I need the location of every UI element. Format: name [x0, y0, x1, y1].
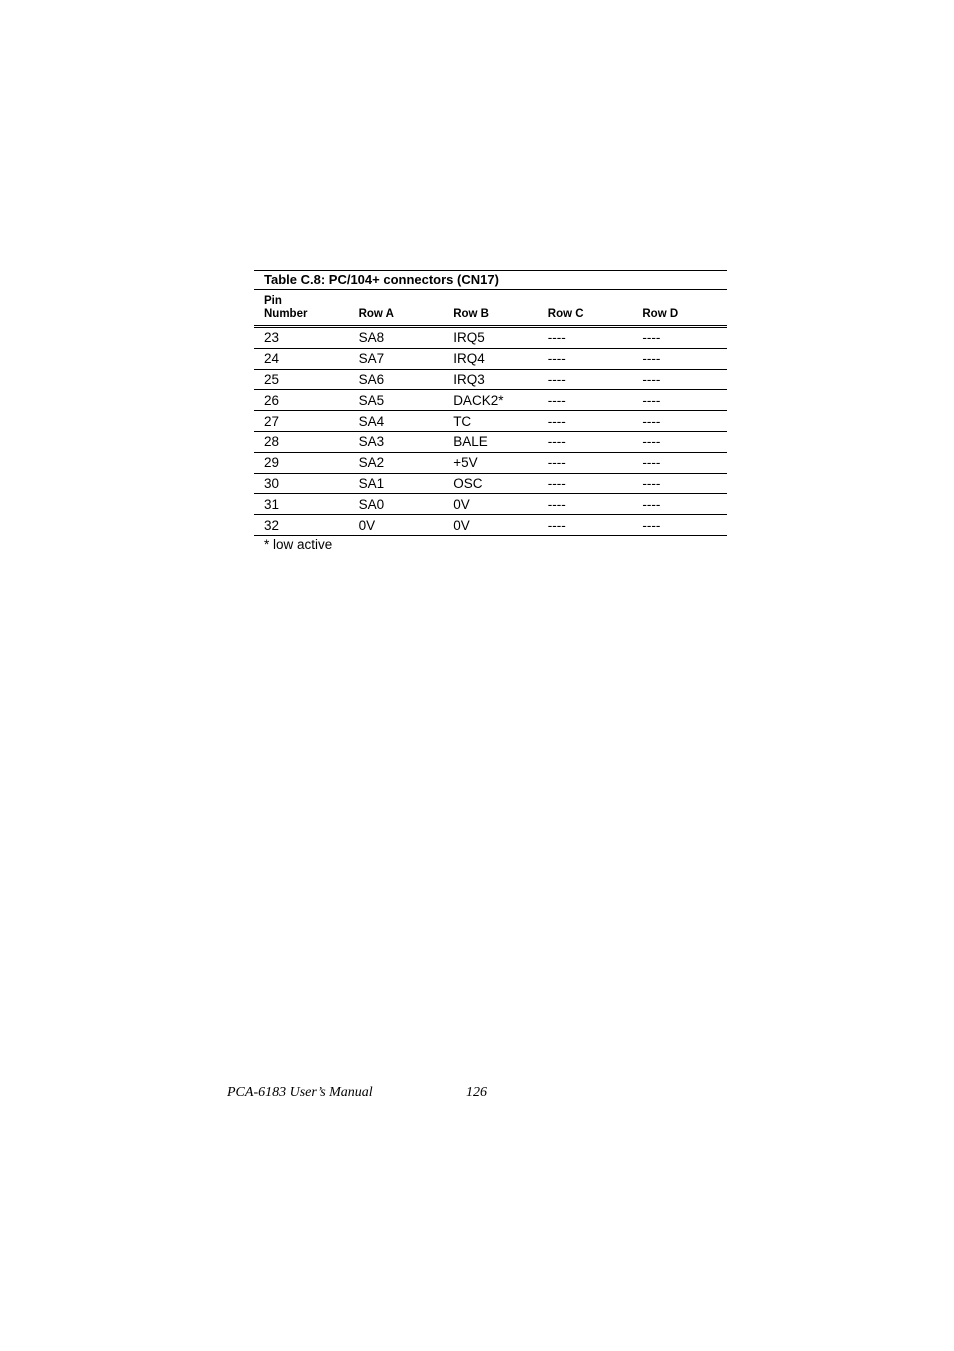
header-pin-line2: Number — [264, 308, 308, 320]
table-row — [254, 328, 727, 349]
table-row — [254, 515, 727, 536]
cell-row-d: ---- — [642, 330, 661, 346]
table-row — [254, 349, 727, 370]
cell-row-d: ---- — [642, 455, 661, 471]
cell-row-b: IRQ4 — [453, 351, 485, 367]
cell-row-b: IRQ5 — [453, 330, 485, 346]
cell-row-b: TC — [453, 413, 472, 429]
cell-row-a: SA6 — [358, 371, 385, 387]
cell-pin-number: 32 — [264, 517, 280, 533]
cell-row-a: SA5 — [358, 392, 385, 408]
cell-row-c: ---- — [547, 517, 566, 533]
table-body — [254, 328, 727, 536]
header-row-c: Row C — [547, 308, 584, 320]
table-row — [254, 494, 727, 515]
manual-title: PCA-6183 User’s Manual — [227, 1085, 373, 1100]
cell-row-d: ---- — [642, 434, 661, 450]
cell-row-c: ---- — [547, 371, 566, 387]
table-caption: Table C.8: PC/104+ connectors (CN17) — [254, 270, 727, 290]
cell-row-c: ---- — [547, 351, 566, 367]
cell-row-c: ---- — [547, 475, 566, 491]
cell-pin-number: 29 — [264, 455, 280, 471]
cell-row-a: 0V — [358, 517, 376, 533]
page-number: 126 — [466, 1085, 487, 1100]
cell-pin-number: 24 — [264, 351, 280, 367]
cell-pin-number: 23 — [264, 330, 280, 346]
header-row-d: Row D — [642, 308, 679, 320]
table-row — [254, 453, 727, 474]
cell-row-c: ---- — [547, 496, 566, 512]
table-note: * low active — [264, 536, 333, 552]
cell-row-a: SA3 — [358, 434, 385, 450]
cell-row-c: ---- — [547, 330, 566, 346]
cell-row-a: SA2 — [358, 455, 385, 471]
cell-row-d: ---- — [642, 517, 661, 533]
cell-row-b: +5V — [453, 455, 478, 471]
cell-row-a: SA0 — [358, 496, 385, 512]
cell-row-c: ---- — [547, 413, 566, 429]
cell-row-b: OSC — [453, 475, 483, 491]
cell-row-b: IRQ3 — [453, 371, 485, 387]
cell-row-c: ---- — [547, 455, 566, 471]
table-header-row — [254, 290, 727, 328]
cell-row-a: SA7 — [358, 351, 385, 367]
header-pin-line1: Pin — [264, 295, 282, 307]
cell-row-d: ---- — [642, 351, 661, 367]
cell-row-b: 0V — [453, 517, 470, 533]
cell-row-a: SA1 — [358, 475, 385, 491]
header-row-a: Row A — [358, 308, 394, 320]
header-pin-number — [254, 295, 349, 321]
cell-row-b: BALE — [453, 434, 488, 450]
table-row — [254, 370, 727, 391]
cell-pin-number: 26 — [264, 392, 280, 408]
cell-row-d: ---- — [642, 475, 661, 491]
cell-row-c: ---- — [547, 392, 566, 408]
table-row — [254, 411, 727, 432]
cell-pin-number: 30 — [264, 475, 280, 491]
cell-pin-number: 31 — [264, 496, 280, 512]
header-row-b: Row B — [453, 308, 489, 320]
pin-table — [254, 270, 727, 553]
cell-row-b: DACK2* — [453, 392, 504, 408]
cell-row-d: ---- — [642, 392, 661, 408]
cell-row-d: ---- — [642, 496, 661, 512]
cell-row-c: ---- — [547, 434, 566, 450]
cell-pin-number: 25 — [264, 371, 280, 387]
cell-row-d: ---- — [642, 371, 661, 387]
cell-pin-number: 27 — [264, 413, 280, 429]
cell-row-b: 0V — [453, 496, 470, 512]
cell-row-d: ---- — [642, 413, 661, 429]
table-row — [254, 432, 727, 453]
table-row — [254, 474, 727, 495]
cell-row-a: SA8 — [358, 330, 385, 346]
cell-row-a: SA4 — [358, 413, 385, 429]
table-row — [254, 390, 727, 411]
cell-pin-number: 28 — [264, 434, 280, 450]
